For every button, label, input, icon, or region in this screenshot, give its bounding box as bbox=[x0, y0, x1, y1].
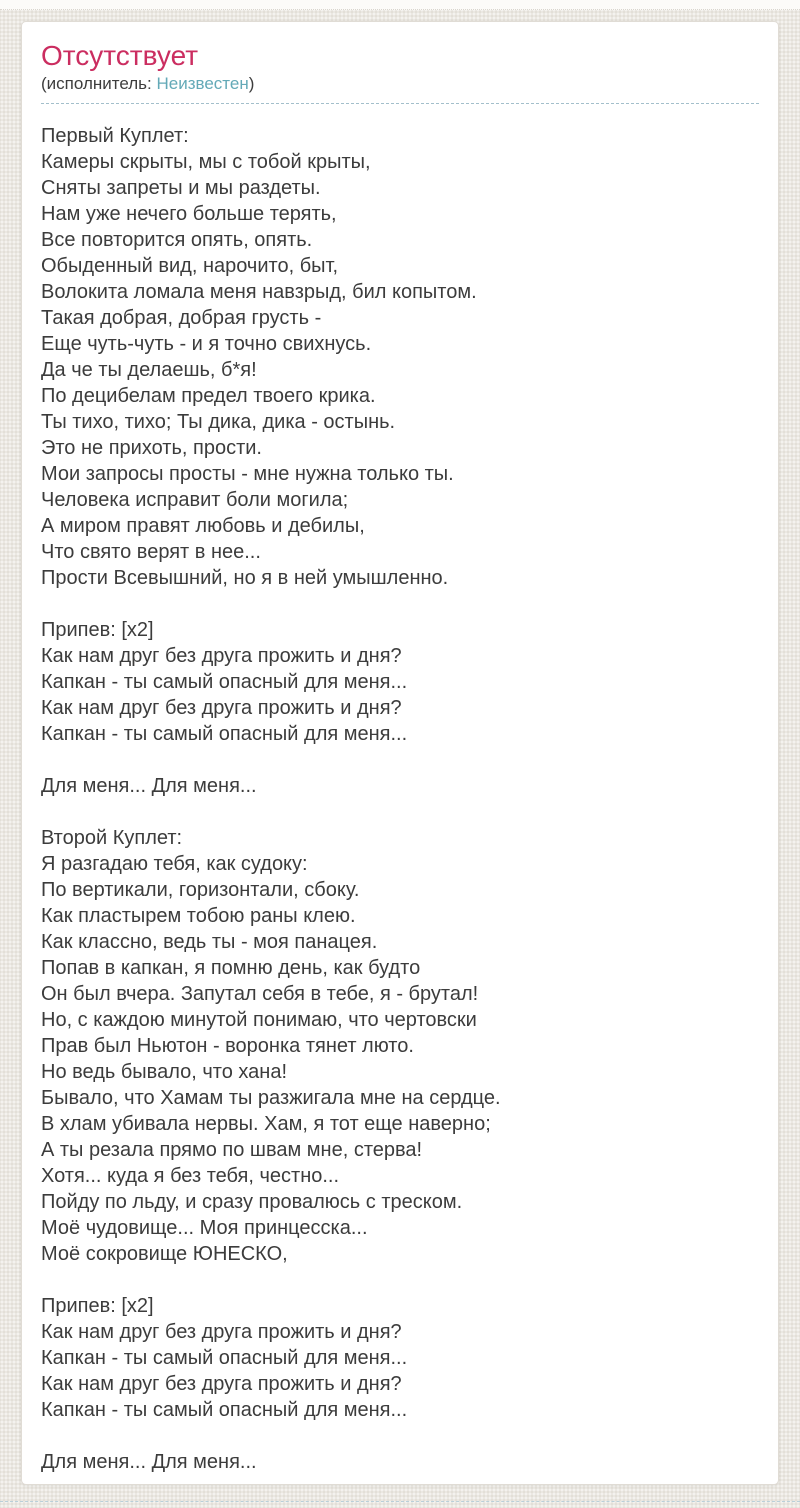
lyric-line: Бывало, что Хамам ты разжигала мне на сердце. bbox=[41, 1087, 501, 1109]
lyric-line: Моё сокровище ЮНЕСКО, bbox=[41, 1243, 288, 1265]
artist-line bbox=[41, 74, 759, 104]
page-title: Отсутствует bbox=[41, 40, 199, 71]
lyric-line: Как нам друг без друга прожить и дня? bbox=[41, 1321, 402, 1343]
lyric-line: Нам уже нечего больше терять, bbox=[41, 203, 337, 225]
lyric-line: Моё чудовище... Моя принцесска... bbox=[41, 1217, 368, 1239]
lyrics-card bbox=[21, 21, 779, 1485]
lyric-line: Как пластырем тобою раны клею. bbox=[41, 905, 356, 927]
lyric-line: Для меня... Для меня... bbox=[41, 1451, 257, 1473]
lyric-line: Второй Куплет: bbox=[41, 827, 183, 849]
lyric-line: Человека исправит боли могила; bbox=[41, 489, 349, 511]
lyric-line: Он был вчера. Запутал себя в тебе, я - брутал! bbox=[41, 983, 479, 1005]
lyric-line: Но, с каждою минутой понимаю, что чертовски bbox=[41, 1009, 477, 1031]
lyric-line: Как нам друг без друга прожить и дня? bbox=[41, 1373, 402, 1395]
lyric-line bbox=[41, 1423, 759, 1449]
lyric-line: А ты резала прямо по швам мне, стерва! bbox=[41, 1139, 423, 1161]
lyric-line: Еще чуть-чуть - и я точно свихнусь. bbox=[41, 333, 372, 355]
lyric-line: Ты тихо, тихо; Ты дика, дика - остынь. bbox=[41, 411, 396, 433]
lyric-line: Первый Куплет: bbox=[41, 125, 189, 147]
lyric-line: В хлам убивала нервы. Хам, я тот еще наверно; bbox=[41, 1113, 491, 1135]
lyric-line: Прав был Ньютон - воронка тянет люто. bbox=[41, 1035, 414, 1057]
lyric-line: Что свято верят в нее... bbox=[41, 541, 261, 563]
lyric-line: Капкан - ты самый опасный для меня... bbox=[41, 1347, 408, 1369]
lyric-line: Хотя... куда я без тебя, честно... bbox=[41, 1165, 340, 1187]
lyric-line: Такая добрая, добрая грусть - bbox=[41, 307, 322, 329]
artist-label-suffix: ) bbox=[248, 74, 255, 93]
lyric-line: Как нам друг без друга прожить и дня? bbox=[41, 645, 402, 667]
song-header bbox=[41, 40, 759, 104]
lyric-line: Мои запросы просты - мне нужна только ты. bbox=[41, 463, 454, 485]
lyric-line: А миром правят любовь и дебилы, bbox=[41, 515, 365, 537]
lyric-line: Обыденный вид, нарочито, быт, bbox=[41, 255, 339, 277]
lyric-line bbox=[41, 591, 759, 617]
lyric-line: Я разгадаю тебя, как судоку: bbox=[41, 853, 308, 875]
lyric-line: Прости Всевышний, но я в ней умышленно. bbox=[41, 567, 449, 589]
lyric-line: Все повторится опять, опять. bbox=[41, 229, 313, 251]
lyric-line: Припев: [x2] bbox=[41, 1295, 154, 1317]
lyric-line: Да че ты делаешь, б*я! bbox=[41, 359, 257, 381]
lyric-line: Капкан - ты самый опасный для меня... bbox=[41, 671, 408, 693]
lyric-line: По вертикали, горизонтали, сбоку. bbox=[41, 879, 360, 901]
lyric-line: Пойду по льду, и сразу провалюсь с треском. bbox=[41, 1191, 463, 1213]
lyric-line: Камеры скрыты, мы с тобой крыты, bbox=[41, 151, 371, 173]
lyric-line: По децибелам предел твоего крика. bbox=[41, 385, 376, 407]
lyric-line bbox=[41, 1267, 759, 1293]
lyric-line: Попав в капкан, я помню день, как будто bbox=[41, 957, 421, 979]
lyric-line: Это не прихоть, прости. bbox=[41, 437, 262, 459]
lyric-line: Капкан - ты самый опасный для меня... bbox=[41, 1399, 408, 1421]
lyric-line: Сняты запреты и мы раздеты. bbox=[41, 177, 321, 199]
lyric-line bbox=[41, 799, 759, 825]
lyrics-text bbox=[41, 123, 759, 1475]
lyric-line: Капкан - ты самый опасный для меня... bbox=[41, 723, 408, 745]
lyric-line bbox=[41, 747, 759, 773]
lyric-line: Припев: [x2] bbox=[41, 619, 154, 641]
bottom-divider bbox=[0, 1501, 800, 1502]
artist-link[interactable]: Неизвестен bbox=[156, 74, 249, 93]
lyric-line: Для меня... Для меня... bbox=[41, 775, 257, 797]
lyric-line: Как классно, ведь ты - моя панацея. bbox=[41, 931, 378, 953]
page-top-strip bbox=[0, 0, 800, 10]
lyric-line: Но ведь бывало, что хана! bbox=[41, 1061, 287, 1083]
lyric-line: Как нам друг без друга прожить и дня? bbox=[41, 697, 402, 719]
lyric-line: Волокита ломала меня навзрыд, бил копытом. bbox=[41, 281, 477, 303]
artist-label-prefix: (исполнитель: bbox=[41, 74, 157, 93]
